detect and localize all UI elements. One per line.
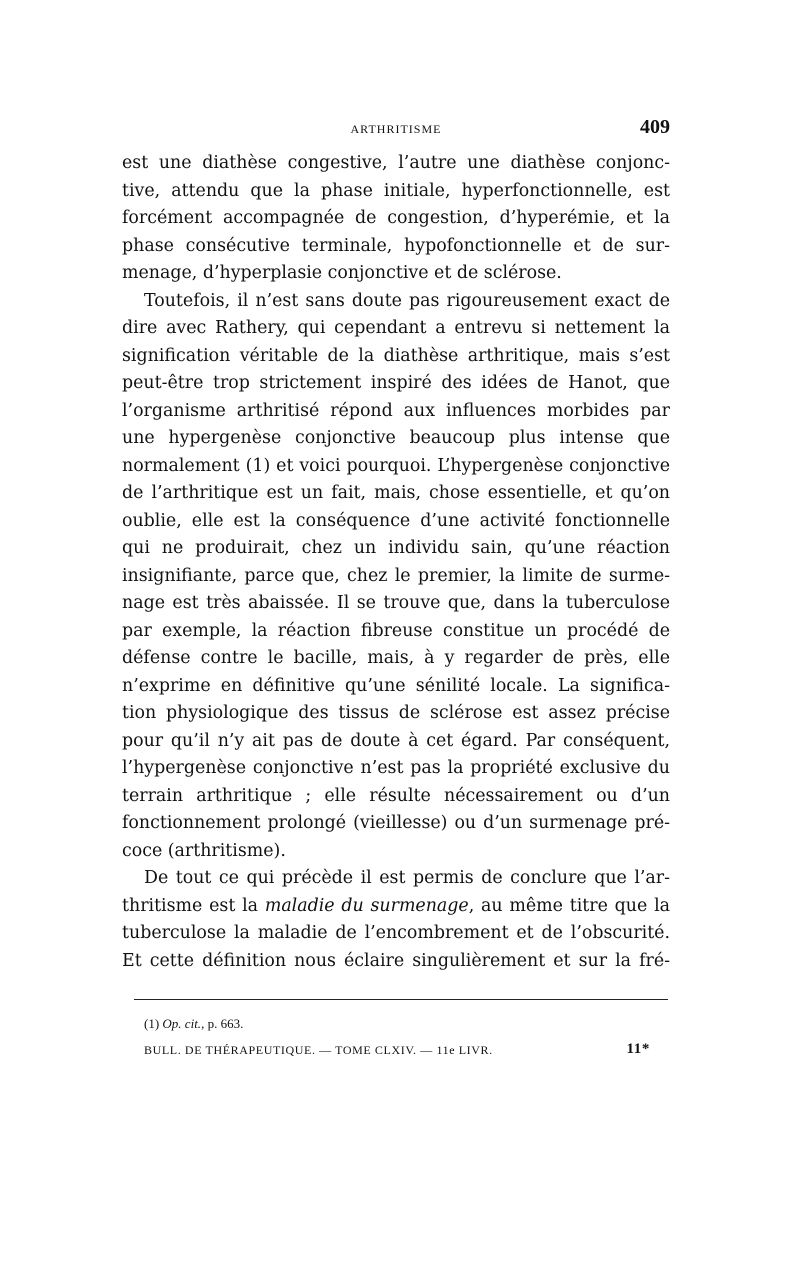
text-line: tuberculose la maladie de l’encombrement et de l’obscurité. (122, 923, 670, 943)
text-fragment: thritisme est la (122, 895, 259, 916)
text-line: Toutefois, il n’est sans doute pas rigoureusement exact de (144, 290, 670, 311)
page-header (122, 116, 670, 142)
text-line: signification véritable de la diathèse arthritique, mais s’est (122, 345, 670, 366)
text-line: phase consécutive terminale, hypofonctionnelle et de sur- (122, 235, 670, 256)
text-line: par exemple, la réaction fibreuse constitue un procédé de (122, 620, 670, 641)
text-line: une hypergenèse conjonctive beaucoup plus intense que (122, 428, 670, 448)
text-fragment: , au même titre que la (468, 895, 670, 916)
text-line: insignifiante, parce que, chez le premier, la limite de surme- (122, 565, 670, 586)
text-line: est une diathèse congestive, l’autre une diathèse conjonc- (122, 153, 670, 173)
text-line: normalement (1) et voici pourquoi. L’hypergenèse conjonctive (122, 455, 670, 476)
text-line: l’organisme arthritisé répond aux influences morbides par (122, 400, 670, 421)
emphasis-text: maladie du surmenage (264, 895, 469, 916)
text-line: terrain arthritique ; elle résulte nécessairement ou d’un (122, 785, 670, 806)
text-line: fonctionnement prolongé (vieillesse) ou d’un surmenage pré- (122, 813, 670, 833)
text-line-with-emphasis (122, 893, 670, 921)
signature-text: BULL. DE THÉRAPEUTIQUE. — TOME CLXIV. — 11e LIVR. (144, 1043, 493, 1057)
footnote-marker: (1) (144, 1016, 160, 1031)
text-line: dire avec Rathery, qui cependant a entrevu si nettement la (122, 318, 670, 338)
page-number: 409 (640, 116, 670, 138)
text-line: pour qu’il n’y ait pas de doute à cet égard. Par conséquent, (122, 730, 670, 751)
text-line: tive, attendu que la phase initiale, hyperfonctionnelle, est (122, 180, 670, 201)
text-line: tion physiologique des tissus de sclérose est assez précise (122, 703, 670, 723)
text-line: oublie, elle est la conséquence d’une activité fonctionnelle (122, 510, 670, 531)
text-line: forcément accompagnée de congestion, d’hyperémie, et la (122, 208, 670, 228)
text-line: coce (arthritisme). (122, 840, 286, 861)
text-line: nage est très abaissée. Il se trouve que, dans la tuberculose (122, 593, 670, 613)
text-line: Et cette définition nous éclaire singulièrement et sur la fré- (122, 950, 670, 971)
text-line: qui ne produirait, chez un individu sain, qu’une réaction (122, 538, 670, 558)
signature-mark: 11* (626, 1041, 650, 1057)
text-line: de l’arthritique est un fait, mais, chose essentielle, et qu’on (122, 483, 670, 503)
text-line: n’exprime en définitive qu’une sénilité locale. La significa- (122, 675, 670, 696)
text-line: menage, d’hyperplasie conjonctive et de sclérose. (122, 263, 562, 283)
footnote-rule (134, 999, 668, 1000)
body-text (122, 150, 670, 975)
text-line: peut-être trop strictement inspiré des idées de Hanot, que (122, 373, 670, 393)
footnote (144, 1016, 243, 1032)
footnote-citation: Op. cit. (162, 1016, 202, 1031)
text-line: défense contre le bacille, mais, à y regarder de près, elle (122, 648, 670, 668)
footnote-page-ref: , p. 663. (201, 1016, 244, 1031)
text-line: l’hypergenèse conjonctive n’est pas la propriété exclusive du (122, 758, 670, 778)
text-line: De tout ce qui précède il est permis de conclure que l’ar- (144, 868, 670, 888)
running-title: ARTHRITISME (350, 122, 442, 136)
